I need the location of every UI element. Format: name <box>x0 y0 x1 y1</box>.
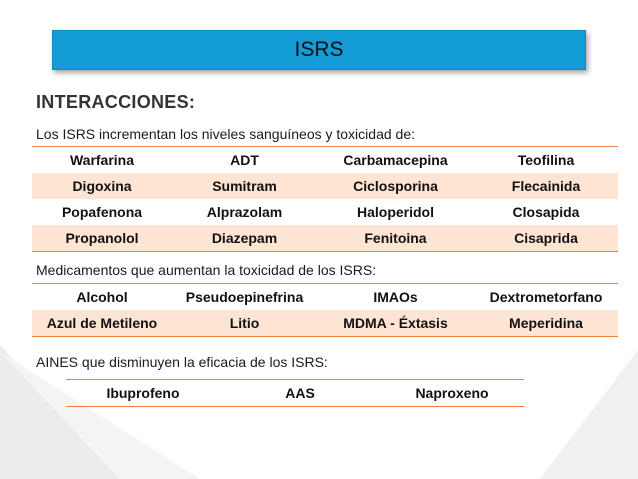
section-heading: INTERACCIONES: <box>36 92 196 112</box>
table-decrease-efficacy <box>66 379 524 407</box>
table-cell: Alprazolam <box>206 204 283 220</box>
table-cell: Propanolol <box>32 225 172 252</box>
table-cell: Warfarina <box>32 147 172 174</box>
table-cell: Haloperidol <box>356 204 434 220</box>
table-increase-levels <box>32 146 618 252</box>
table-cell: Cisaprida <box>474 225 618 252</box>
table-row <box>32 199 618 225</box>
caption-increase-toxicity: Medicamentos que aumentan la toxicidad de los ISRS: <box>36 262 377 278</box>
table-row <box>32 284 618 311</box>
table-row <box>66 380 524 407</box>
table-row <box>32 310 618 337</box>
table-row <box>32 147 618 174</box>
table-cell: ADT <box>172 147 317 174</box>
table-cell: MDMA - Éxtasis <box>317 310 474 337</box>
table-cell: Popafenona <box>61 204 143 220</box>
slide-title: ISRS <box>294 38 344 61</box>
table-increase-toxicity <box>32 283 618 337</box>
table-cell: Ciclosporina <box>317 173 474 199</box>
table-cell: Alcohol <box>32 284 172 311</box>
table-cell: Closapida <box>512 204 580 220</box>
table-cell: Litio <box>172 310 317 337</box>
table-cell: Azul de Metileno <box>32 310 172 337</box>
table-cell: Digoxina <box>32 173 172 199</box>
table-cell: Meperidina <box>474 310 618 337</box>
table-cell: Naproxeno <box>380 380 524 407</box>
table-cell: Dextrometorfano <box>474 284 618 311</box>
table-cell: Fenitoina <box>317 225 474 252</box>
table-cell: Sumitram <box>172 173 317 199</box>
table-cell: Diazepam <box>172 225 317 252</box>
slide-title-bar <box>52 30 586 70</box>
table-cell: AAS <box>220 380 380 407</box>
table-row <box>32 173 618 199</box>
caption-increase-levels: Los ISRS incrementan los niveles sanguíneos y toxicidad de: <box>36 126 415 142</box>
table-cell: Carbamacepina <box>317 147 474 174</box>
table-cell: Flecainida <box>474 173 618 199</box>
table-cell: Ibuprofeno <box>66 380 220 407</box>
table-cell: Pseudoepinefrina <box>172 284 317 311</box>
table-row <box>32 225 618 252</box>
table-cell: IMAOs <box>317 284 474 311</box>
caption-decrease-efficacy: AINES que disminuyen la eficacia de los ISRS: <box>36 354 328 370</box>
table-cell: Teofilina <box>474 147 618 174</box>
